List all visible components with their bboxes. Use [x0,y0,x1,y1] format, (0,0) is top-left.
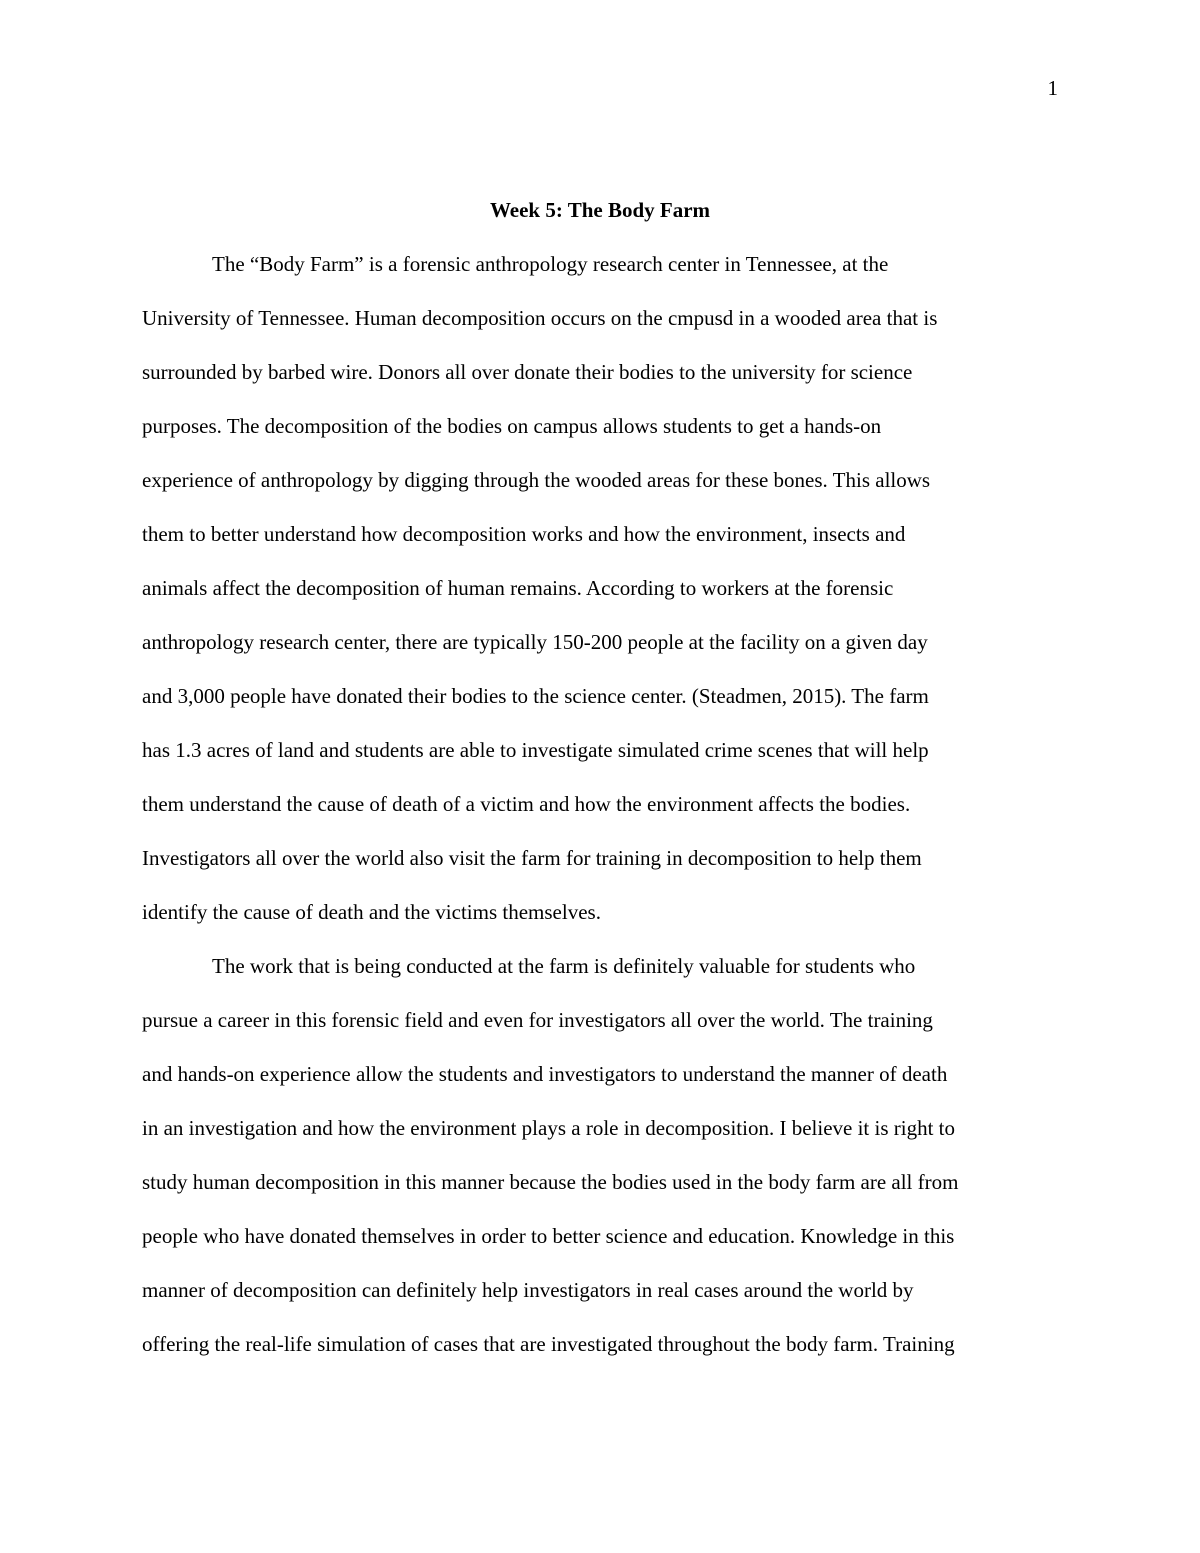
body-text-line: surrounded by barbed wire. Donors all over donate their bodies to the university for science [142,360,913,384]
body-text-line: and hands-on experience allow the students and investigators to understand the manner of death [142,1062,948,1086]
document-title: Week 5: The Body Farm [489,198,711,222]
body-text-line: University of Tennessee. Human decomposition occurs on the cmpusd in a wooded area that is [142,306,938,330]
body-text-line: experience of anthropology by digging through the wooded areas for these bones. This allows [142,468,931,492]
body-text-line: them understand the cause of death of a victim and how the environment affects the bodies. [142,792,911,816]
body-text-line: people who have donated themselves in order to better science and education. Knowledge in this [142,1224,955,1248]
body-text-line: study human decomposition in this manner because the bodies used in the body farm are all from [142,1170,959,1194]
page-number: 1 [1047,76,1058,100]
body-text-line: and 3,000 people have donated their bodies to the science center. (Steadmen, 2015). The farm [142,684,929,708]
body-text-line: manner of decomposition can definitely help investigators in real cases around the world by [142,1278,914,1302]
body-text-line: pursue a career in this forensic field and even for investigators all over the world. The training [142,1008,933,1032]
body-text-line: anthropology research center, there are typically 150-200 people at the facility on a given day [142,630,928,654]
body-text-line: has 1.3 acres of land and students are able to investigate simulated crime scenes that will help [142,738,929,762]
body-text-line: Investigators all over the world also visit the farm for training in decomposition to help them [142,846,922,870]
body-text-line: animals affect the decomposition of human remains. According to workers at the forensic [142,576,894,600]
body-text-line: The “Body Farm” is a forensic anthropology research center in Tennessee, at the [212,252,889,276]
document-body [142,237,1072,1371]
body-text-line: identify the cause of death and the victims themselves. [142,900,601,924]
body-text-line: in an investigation and how the environment plays a role in decomposition. I believe it is right to [142,1116,956,1140]
body-text-line: The work that is being conducted at the farm is definitely valuable for students who [212,954,916,978]
body-text-line: purposes. The decomposition of the bodies on campus allows students to get a hands-on [142,414,882,438]
body-text-line: them to better understand how decomposition works and how the environment, insects and [142,522,906,546]
body-text-line: offering the real-life simulation of cases that are investigated throughout the body farm. Training [142,1332,955,1356]
